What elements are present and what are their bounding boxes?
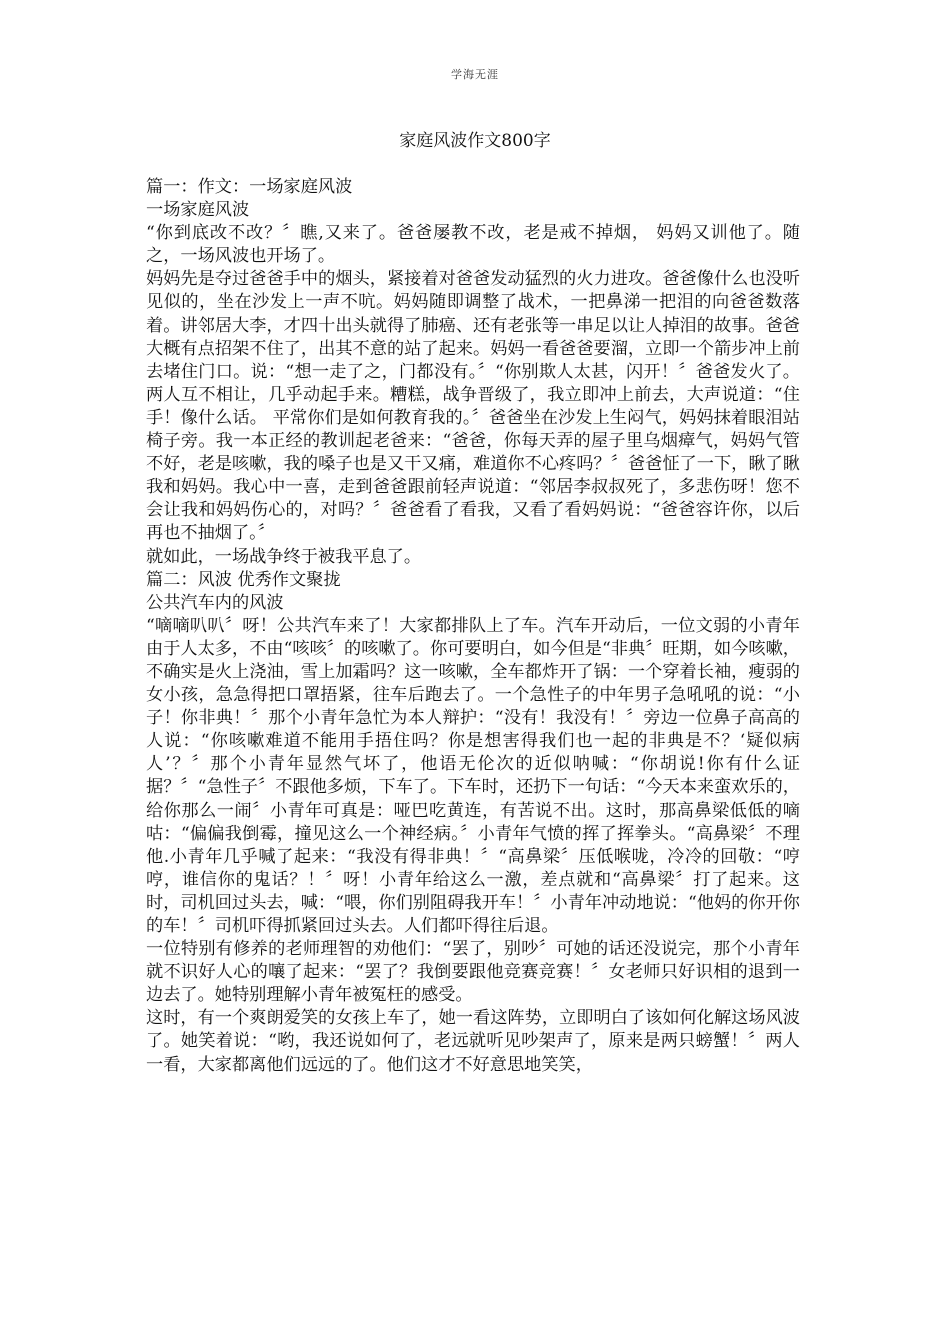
paragraph: “你到底改不改？〞瞧,又来了。爸爸屡教不改，老是戒不掉烟， 妈妈又训他了。随之，一场风波也开场了。 bbox=[146, 223, 800, 267]
paragraph: 一位特别有修养的老师理智的劝他们：“罢了，别吵〞可她的话还没说完，那个小青年就不识好人心的嚷了起来：“罢了？我倒要跟他竞赛竞赛！〞女老师只好识相的退到一边去了。她特别理解小青年被冤枉的感受。 bbox=[146, 939, 800, 1006]
section-heading-1: 篇一：作文：一场家庭风波 bbox=[146, 177, 353, 197]
document-body bbox=[146, 176, 800, 1077]
page-header-note: 学海无涯 bbox=[451, 68, 499, 81]
paragraph: 就如此，一场战争终于被我平息了。 bbox=[146, 546, 422, 567]
document-title: 家庭风波作文800字 bbox=[399, 131, 551, 151]
essay-title-2: 公共汽车内的风波 bbox=[146, 592, 284, 613]
paragraph: 妈妈先是夺过爸爸手中的烟头，紧接着对爸爸发动猛烈的火力进攻。爸爸像什么也没听见似的，坐在沙发上一声不吭。妈妈随即调整了战术，一把鼻涕一把泪的向爸爸数落着。讲邻居大李，才四十出头就得了肺癌、还有老张等一串足以让人掉泪的故事。爸爸大概有点招架不住了，出其不意的站了起来。妈妈一看爸爸要溜，立即一个箭步冲上前去堵住门口。说：“想一走了之，门都没有。〞“你别欺人太甚，闪开！〞爸爸发火了。两人互不相让，几乎动起手来。糟糕，战争晋级了，我立即冲上前去，大声说道：“住手！像什么话。 平常你们是如何教育我的。〞爸爸坐在沙发上生闷气，妈妈抹着眼泪站椅子旁。我一本正经的教训起老爸来：“爸爸，你每天弄的屋子里乌烟瘴气，妈妈气管不好，老是咳嗽，我的嗓子也是又干又痛，难道你不心疼吗？〞爸爸怔了一下，瞅了瞅我和妈妈。我心中一喜，走到爸爸跟前轻声说道：“邻居李叔叔死了，多悲伤呀！您不会让我和妈妈伤心的，对吗？〞爸爸看了看我，又看了看妈妈说：“爸爸容许你，以后再也不抽烟了。〞 bbox=[146, 269, 800, 544]
paragraph: “嘀嘀叭叭〞呀！公共汽车来了！大家都排队上了车。汽车开动后，一位文弱的小青年由于人太多，不由“咳咳〞的咳嗽了。你可要明白，如今但是“非典〞旺期，如今咳嗽，不确实是火上浇油，雪上加霜吗？这一咳嗽，全车都炸开了锅：一个穿着长袖，瘦弱的女小孩，急急得把口罩捂紧，往车后跑去了。一个急性子的中年男子急吼吼的说：“小子！你非典！〞那个小青年急忙为本人辩护：“没有！我没有！〞旁边一位鼻子高高的人说：“你咳嗽难道不能用手捂住吗？你是想害得我们也一起的非典是不？‘疑似病人’？〞那个小青年显然气坏了，他语无伦次的近似呐喊：“你胡说!你有什么证据？〞“急性子〞不跟他多烦，下车了。下车时，还扔下一句话：“今天本来蛮欢乐的，给你那么一闹〞小青年可真是：哑巴吃黄连，有苦说不出。这时，那高鼻梁低低的嘀咕：“偏偏我倒霉，撞见这么一个神经病。〞小青年气愤的挥了挥拳头。“高鼻梁〞不理他.小青年几乎喊了起来：“我没有得非典！〞“高鼻梁〞压低喉咙，冷冷的回敬：“哼哼，谁信你的鬼话？！〞呀！小青年给这么一激，差点就和“高鼻梁〞打了起来。这时，司机回过头去，喊：“喂，你们别阻碍我开车！〞小青年冲动地说：“他妈的你开你的车！〞司机吓得抓紧回过头去。人们都吓得往后退。 bbox=[146, 615, 800, 936]
essay-title-1: 一场家庭风波 bbox=[146, 200, 250, 221]
section-heading-2: 篇二：风波 优秀作文聚拢 bbox=[146, 569, 341, 590]
paragraph: 这时，有一个爽朗爱笑的女孩上车了，她一看这阵势，立即明白了该如何化解这场风波了。她笑着说：“哟，我还说如何了，老远就听见吵架声了，原来是两只螃蟹！〞两人一看，大家都离他们远远的了。他们这才不好意思地笑笑， bbox=[146, 1008, 800, 1075]
